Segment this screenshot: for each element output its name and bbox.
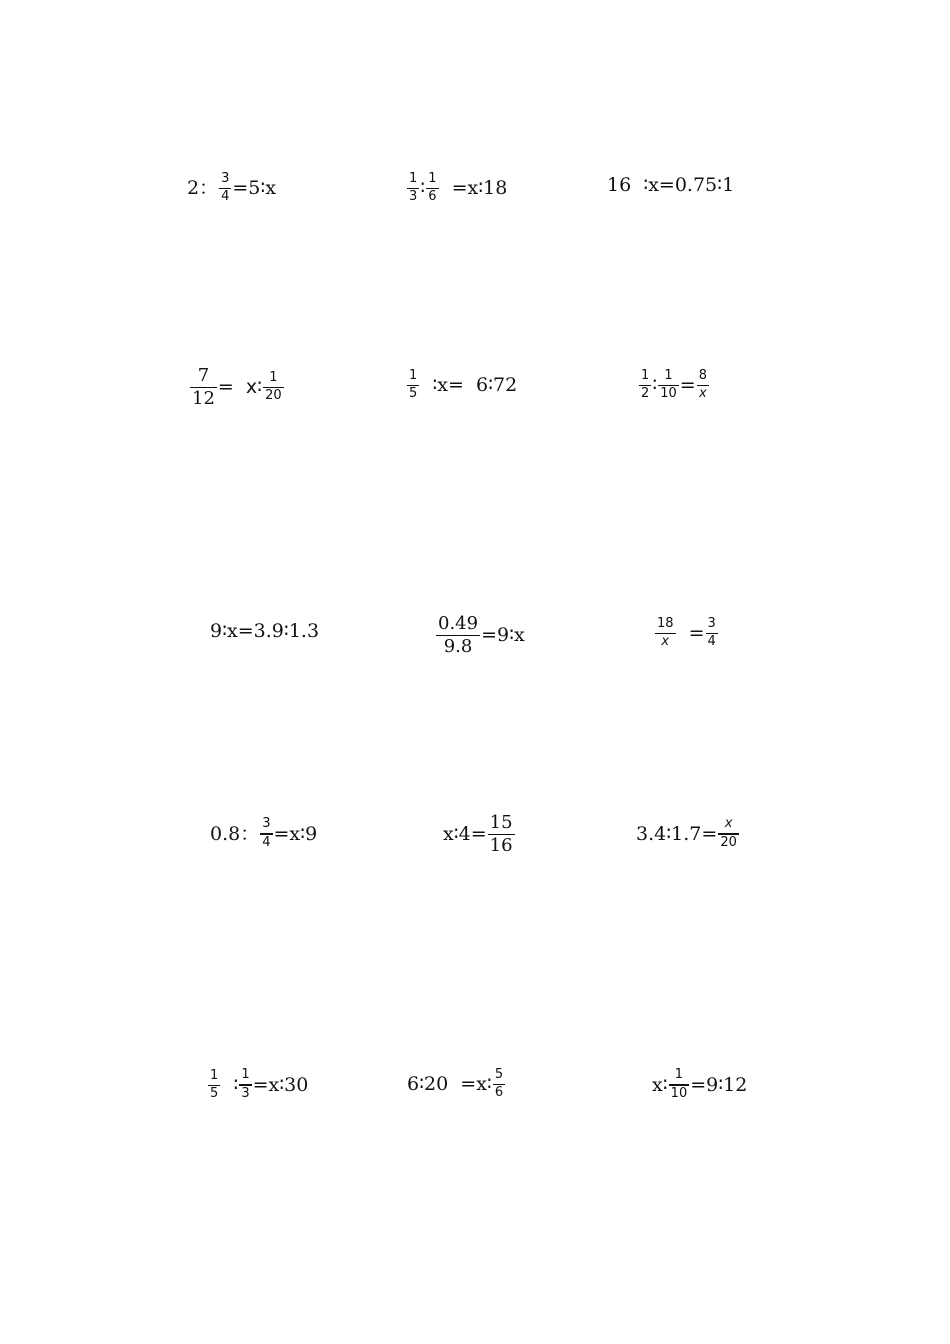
denominator: 4	[262, 835, 271, 851]
numerator: 18	[657, 616, 674, 631]
problem-14	[407, 1068, 506, 1101]
problem-2-sep: ∶	[420, 177, 426, 200]
numerator: 7	[197, 365, 210, 386]
denominator: 16	[489, 835, 513, 857]
denominator: 2	[641, 386, 650, 402]
numerator: 1	[664, 368, 673, 383]
numerator: 1	[210, 1067, 219, 1083]
problem-13-fraction-2	[239, 1068, 251, 1102]
problem-14-prefix: 6∶20 =x∶	[407, 1073, 492, 1096]
problem-4	[189, 366, 285, 409]
denominator: 5	[210, 1085, 219, 1101]
problem-9-equals: =	[676, 622, 705, 645]
problem-9	[654, 617, 719, 650]
problem-3-text: 16 ∶x=0.75∶1	[607, 174, 735, 196]
problem-4-variable: x	[245, 375, 258, 398]
problem-15-fraction	[669, 1068, 690, 1102]
problem-15-prefix: x∶	[652, 1073, 668, 1096]
denominator: 6	[428, 189, 437, 205]
denominator: 12	[192, 388, 215, 410]
numerator: 1	[674, 1067, 684, 1082]
numerator: 1	[241, 1067, 250, 1082]
problem-6-fraction-3	[697, 369, 709, 402]
denominator: 4	[221, 189, 230, 205]
problem-8-suffix: =9∶x	[481, 623, 525, 646]
problem-9-fraction-2	[706, 617, 718, 650]
problem-5	[406, 369, 517, 402]
numerator: x	[724, 816, 733, 831]
problem-7	[210, 622, 319, 641]
denominator: 20	[265, 388, 282, 404]
denominator: 20	[720, 835, 737, 851]
problem-4-fraction-2	[263, 371, 284, 404]
numerator: 5	[494, 1067, 504, 1082]
problem-1	[187, 172, 276, 205]
problem-11-fraction	[488, 813, 515, 856]
problem-13	[207, 1068, 308, 1102]
denominator: x	[698, 386, 707, 402]
problem-2-fraction-2	[426, 172, 438, 205]
numerator: 3	[707, 616, 716, 631]
denominator: 9.8	[443, 636, 473, 658]
numerator: 3	[221, 171, 230, 186]
numerator: 0.49	[438, 613, 479, 634]
problem-8-fraction	[436, 614, 480, 657]
problem-12-fraction	[718, 817, 739, 851]
numerator: 1	[409, 171, 418, 186]
problem-4-sep: ∶	[257, 375, 263, 398]
problem-12	[636, 817, 740, 851]
denominator: 10	[660, 386, 677, 402]
denominator: 6	[494, 1085, 504, 1101]
problem-1-fraction	[219, 172, 231, 205]
problem-12-prefix: 3.4∶1.7=	[636, 822, 718, 845]
problem-13-fraction-1	[208, 1069, 220, 1102]
numerator: 8	[698, 368, 707, 383]
problem-10-fraction	[260, 817, 272, 851]
problem-10-suffix: =x∶9	[273, 822, 318, 845]
numerator: 1	[428, 171, 437, 186]
problem-13-sep: ∶	[221, 1073, 239, 1096]
problem-13-suffix: =x∶30	[252, 1073, 309, 1096]
problem-4-fraction-1	[190, 366, 217, 409]
problem-6-sep: ∶	[652, 374, 658, 397]
problem-15-suffix: =9∶12	[690, 1073, 748, 1096]
numerator: 1	[641, 368, 650, 383]
problem-11	[443, 813, 516, 856]
numerator: 1	[409, 368, 418, 383]
problem-3	[607, 176, 734, 195]
numerator: 3	[262, 816, 271, 831]
numerator: 15	[489, 812, 513, 833]
denominator: 3	[241, 1086, 250, 1102]
denominator: 3	[409, 189, 418, 205]
problem-1-suffix: =5∶x	[232, 177, 277, 200]
problem-14-fraction	[493, 1068, 505, 1101]
problem-10	[210, 817, 317, 851]
problem-6	[638, 369, 710, 402]
problem-6-fraction-2	[658, 369, 679, 402]
problem-4-equals: =	[217, 375, 246, 398]
denominator: x	[661, 634, 670, 650]
problem-6-fraction-1	[639, 369, 651, 402]
problem-10-prefix: 0.8：	[210, 822, 260, 845]
denominator: 10	[670, 1086, 688, 1102]
denominator: 4	[707, 634, 716, 650]
problem-8	[435, 614, 525, 657]
denominator: 5	[409, 386, 418, 402]
numerator: 1	[269, 369, 278, 385]
problem-1-prefix: 2：	[187, 177, 219, 200]
problem-2-fraction-1	[407, 172, 419, 205]
problem-11-prefix: x∶4=	[443, 822, 487, 845]
problem-2-suffix: =x∶18	[439, 177, 508, 200]
problem-9-fraction-1	[655, 617, 676, 650]
problem-2	[406, 172, 507, 205]
problem-5-fraction	[407, 369, 419, 402]
problem-15	[652, 1068, 747, 1102]
problem-7-text: 9∶x=3.9∶1.3	[210, 620, 320, 642]
problem-6-equals: =	[679, 374, 696, 397]
problem-5-suffix: ∶x= 6∶72	[420, 374, 518, 397]
